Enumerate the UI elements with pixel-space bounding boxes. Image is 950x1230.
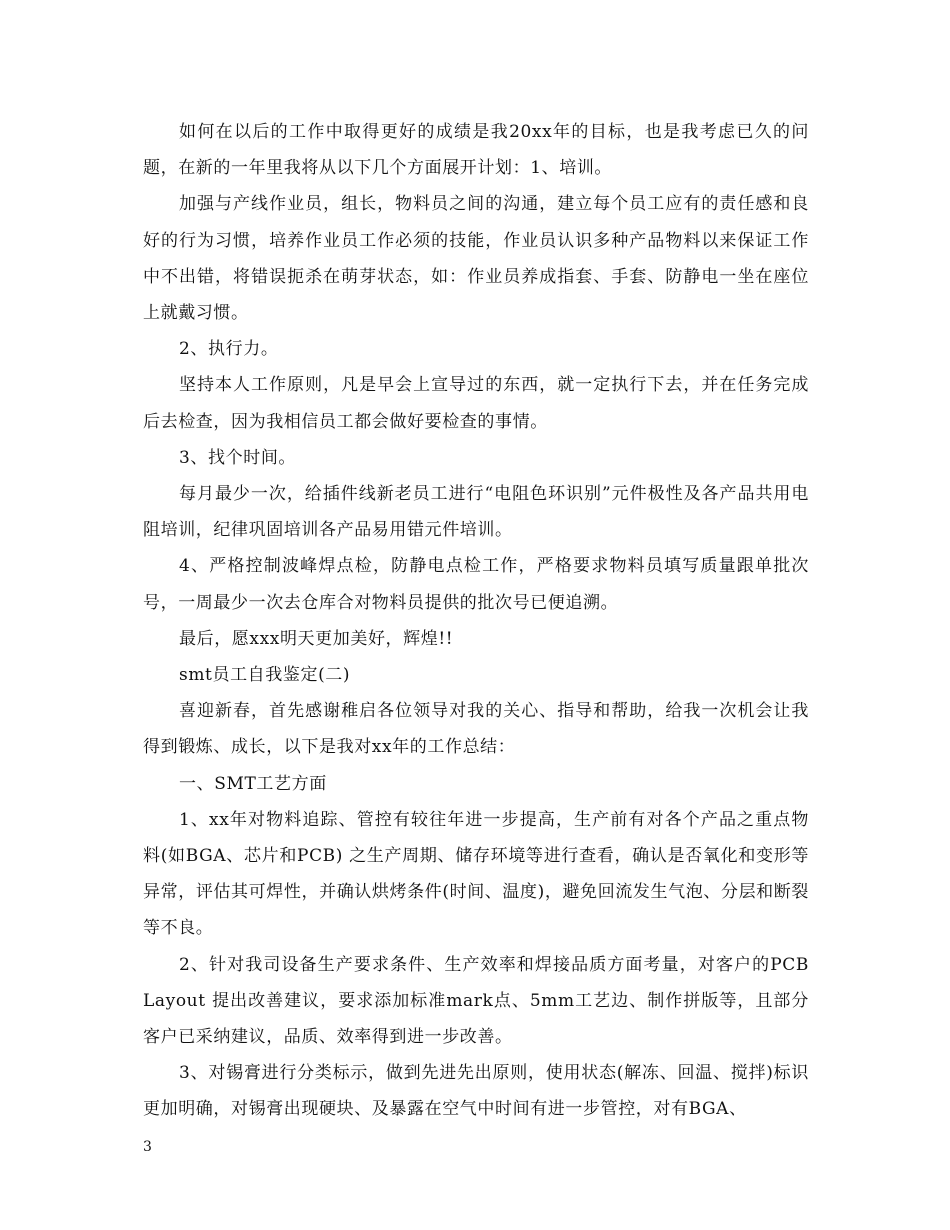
paragraph-closing: 最后，愿xxx明天更加美好，辉煌!! xyxy=(179,628,454,649)
paragraph-training: 加强与产线作业员，组长，物料员之间的沟通，建立每个员工应有的责任感和良好的行为习惯，培养作业员工作必须的技能，作业员认识多种产品物料以来保证工作中不出错，将错误扼杀在萌芽状态，如：作业员养成指套、手套、防静电一坐在座位上就戴习惯。 xyxy=(143,194,809,324)
paragraph-goal: 如何在以后的工作中取得更好的成绩是我20xx年的目标，也是我考虑已久的问题，在新的一年里我将从以下几个方面展开计划：1、培训。 xyxy=(143,122,809,179)
heading-smt-process: 一、SMT工艺方面 xyxy=(179,773,327,794)
heading-execution: 2、执行力。 xyxy=(179,339,279,360)
document-body xyxy=(143,114,809,1128)
paragraph-solder-paste: 3、对锡膏进行分类标示，做到先进先出原则，使用状态(解冻、回温、搅拌)标识更加明确，对锡膏出现硬块、及暴露在空气中时间有进一步管控，对有BGA、 xyxy=(143,1063,809,1120)
section-title: smt员工自我鉴定(二) xyxy=(179,665,351,686)
paragraph-pcb-layout: 2、针对我司设备生产要求条件、生产效率和焊接品质方面考量，对客户的PCB Layout 提出改善建议，要求添加标准mark点、5mm工艺边、制作拼版等，且部分客户已采纳建议，品质、效率得到进一步改善。 xyxy=(143,954,809,1048)
paragraph-execution: 坚持本人工作原则，凡是早会上宣导过的东西，就一定执行下去，并在任务完成后去检查，因为我相信员工都会做好要检查的事情。 xyxy=(143,375,809,432)
paragraph-find-time: 每月最少一次，给插件线新老员工进行“电阻色环识别”元件极性及各产品共用电阻培训，纪律巩固培训各产品易用错元件培训。 xyxy=(143,484,809,541)
paragraph-control: 4、严格控制波峰焊点检，防静电点检工作，严格要求物料员填写质量跟单批次号，一周最少一次去仓库合对物料员提供的批次号已便追溯。 xyxy=(143,556,809,613)
paragraph-material-tracking: 1、xx年对物料追踪、管控有较往年进一步提高，生产前有对各个产品之重点物料(如BGA、芯片和PCB) 之生产周期、储存环境等进行查看，确认是否氧化和变形等异常，评估其可焊性，并确认烘烤条件(时间、温度)，避免回流发生气泡、分层和断裂等不良。 xyxy=(143,809,809,939)
paragraph-intro: 喜迎新春，首先感谢稚启各位领导对我的关心、指导和帮助，给我一次机会让我得到锻炼、成长，以下是我对xx年的工作总结： xyxy=(143,701,809,758)
heading-find-time: 3、找个时间。 xyxy=(179,447,297,468)
page-number: 3 xyxy=(143,1139,152,1155)
